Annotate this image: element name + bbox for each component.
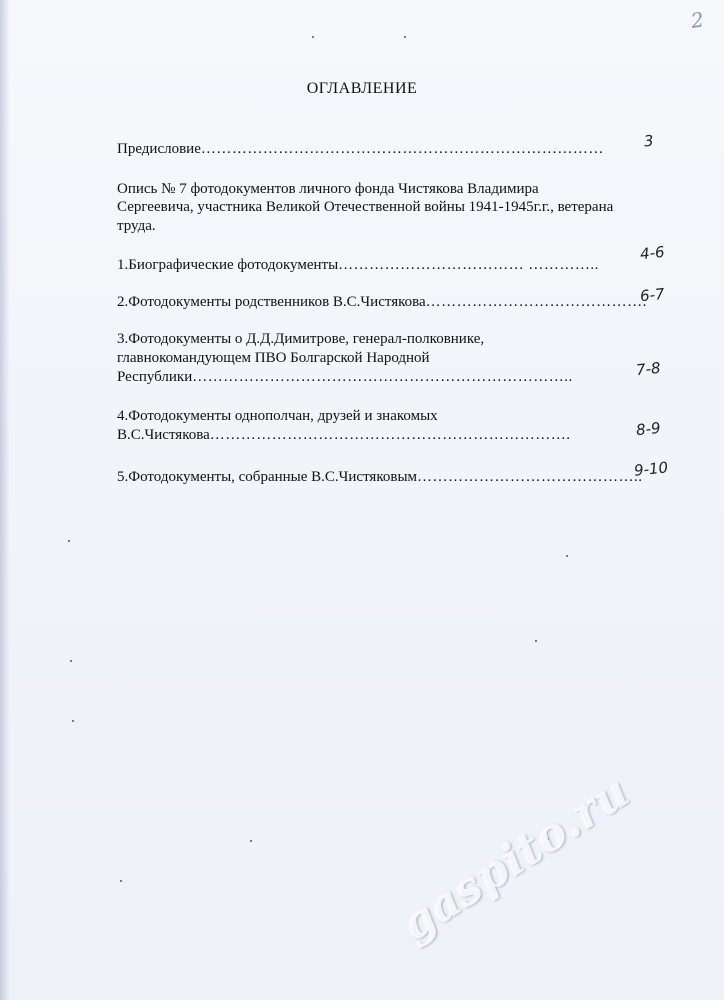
toc-dimitrov-line-2: главнокомандующем ПВО Болгарской Народной (117, 350, 430, 366)
scan-edge-shadow (0, 0, 10, 1000)
toc-entry-biographical (117, 256, 599, 275)
toc-inventory-line-3: труда. (117, 218, 156, 234)
handwritten-page-ref: 8-9 (635, 418, 662, 440)
scan-speck (566, 555, 568, 557)
toc-inventory-line-1: Опись № 7 фотодокументов личного фонда Чистякова Владимира (117, 181, 539, 197)
toc-leader-dots: ……………………………………………………………. (209, 427, 571, 443)
toc-entry-relatives (117, 293, 647, 312)
toc-inventory-line-2: Сергеевича, участника Великой Отечественной войны 1941-1945г.г., ветерана (117, 199, 614, 215)
toc-entry-label: В.С.Чистякова (117, 427, 210, 443)
scan-speck (68, 540, 70, 542)
toc-entry-preface (117, 140, 604, 159)
page-title: ОГЛАВЛЕНИЕ (306, 80, 418, 97)
toc-entry-label: 5.Фотодокументы, собранные В.С.Чистяковым (117, 469, 418, 485)
toc-entry-collected (117, 468, 643, 487)
site-watermark: gaspito.ru (392, 766, 639, 951)
scan-speck (250, 840, 252, 842)
toc-entry-label: 2.Фотодокументы родственников В.С.Чистякова (117, 294, 426, 310)
handwritten-page-ref: 3 (643, 131, 655, 151)
scan-speck (120, 880, 122, 882)
handwritten-page-ref: 6-7 (639, 284, 666, 306)
toc-leader-dots: …………………………………….. (417, 469, 643, 485)
toc-comrades-line-1: 4.Фотодокументы однополчан, друзей и знакомых (117, 408, 438, 424)
handwritten-page-ref: 4-6 (639, 242, 666, 264)
scan-speck (72, 720, 74, 722)
toc-leader-dots: …………………………………………………………………… (200, 141, 604, 157)
toc-entry-label: Предисловие (117, 141, 201, 157)
toc-entry-comrades (117, 426, 571, 445)
scan-speck (535, 640, 537, 642)
toc-leader-dots: ……………………………… ………….. (338, 257, 599, 273)
scan-speck (404, 36, 406, 38)
toc-entry-label: Республики (117, 369, 193, 385)
handwritten-page-ref: 7-8 (635, 358, 662, 380)
toc-leader-dots: ……………………………………. (425, 294, 647, 310)
toc-dimitrov-line-1: 3.Фотодокументы о Д.Д.Димитрове, генерал-полковнике, (117, 331, 485, 347)
toc-leader-dots: ……………………………………………………………….. (192, 369, 573, 385)
toc-entry-dimitrov (117, 368, 573, 387)
handwritten-page-number: 2 (689, 7, 706, 33)
scan-speck (70, 660, 72, 662)
handwritten-page-ref: 9-10 (633, 458, 669, 480)
scan-speck (312, 36, 314, 38)
toc-entry-label: 1.Биографические фотодокументы (117, 257, 339, 273)
